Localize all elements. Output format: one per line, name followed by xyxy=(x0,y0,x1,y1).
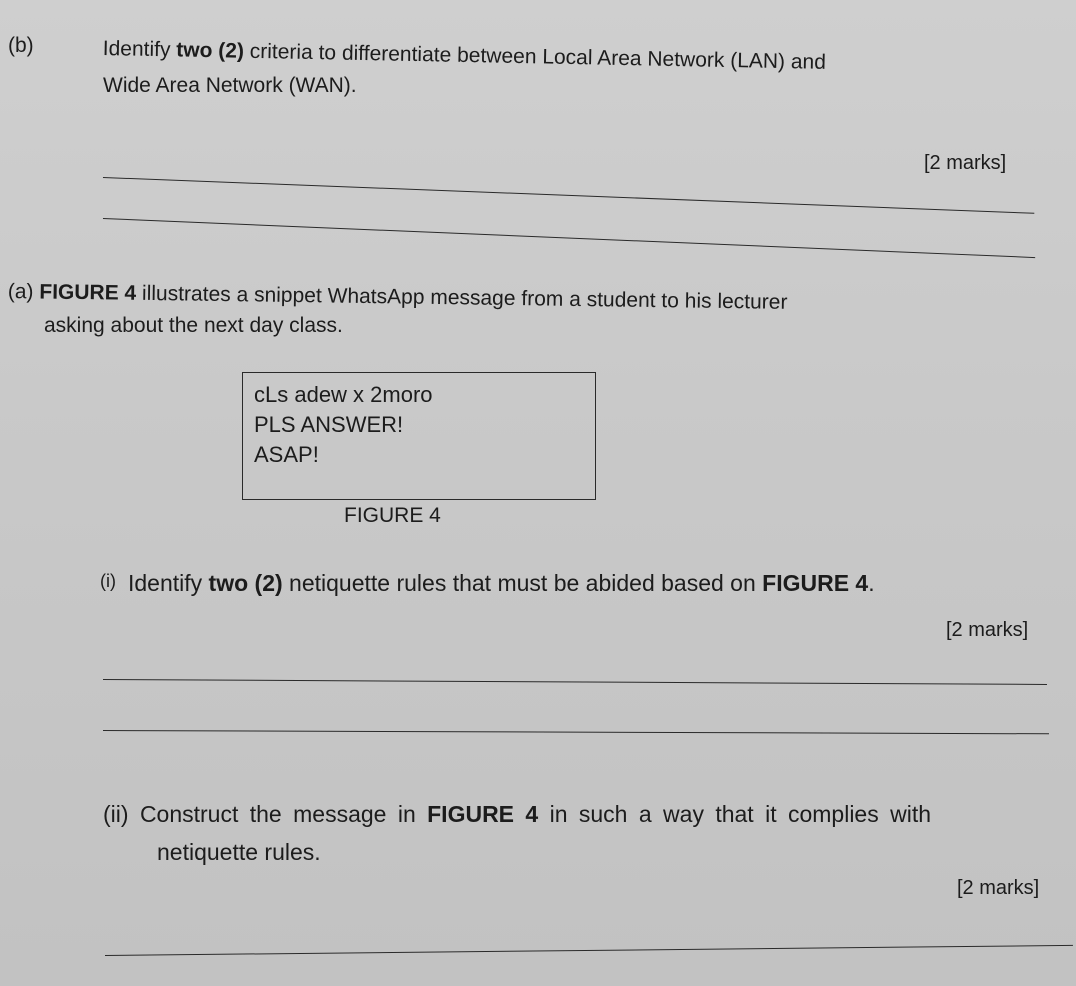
question-i-label: (i) xyxy=(100,571,116,591)
message-line: cLs adew x 2moro xyxy=(254,382,433,407)
question-ii-text-line2: netiquette rules. xyxy=(157,839,321,865)
question-b-emphasis: two (2) xyxy=(176,38,245,63)
figure-4-message-box xyxy=(242,372,596,500)
question-a-text xyxy=(8,279,788,316)
question-b-text xyxy=(103,36,827,76)
message-line: PLS ANSWER! xyxy=(254,412,404,437)
question-ii-text-post: in such a way that it complies with xyxy=(538,801,932,827)
question-i-text xyxy=(128,569,875,597)
question-i-marks: [2 marks] xyxy=(946,619,1029,641)
question-i-figure-ref: FIGURE 4 xyxy=(762,570,869,596)
question-i-text-post: . xyxy=(868,570,875,596)
question-ii-text xyxy=(103,800,931,828)
question-ii-text-pre: Construct the message in xyxy=(139,801,428,827)
question-b-text-line2: Wide Area Network (WAN). xyxy=(103,74,357,97)
figure-caption: FIGURE 4 xyxy=(344,504,441,527)
question-i-text-pre: Identify xyxy=(128,570,209,596)
question-b-text-post: criteria to differentiate between Local Area Network (LAN) and xyxy=(243,39,827,74)
message-line: ASAP! xyxy=(254,442,319,467)
question-b-text-pre: Identify xyxy=(102,36,177,62)
question-ii-marks: [2 marks] xyxy=(957,877,1040,899)
question-ii-figure-ref: FIGURE 4 xyxy=(427,801,539,827)
question-b-label: (b) xyxy=(8,34,34,57)
answer-line[interactable] xyxy=(103,730,1049,734)
answer-line[interactable] xyxy=(105,945,1073,956)
question-b-marks: [2 marks] xyxy=(924,152,1007,174)
question-a-label: (a) xyxy=(7,279,34,304)
answer-line[interactable] xyxy=(103,679,1047,685)
question-ii-label: (ii) xyxy=(103,801,129,827)
answer-line[interactable] xyxy=(103,218,1035,258)
answer-line[interactable] xyxy=(103,177,1034,214)
question-a-figure-ref: FIGURE 4 xyxy=(39,280,137,305)
question-a-text-line2: asking about the next day class. xyxy=(44,314,343,337)
question-i-text-mid: netiquette rules that must be abided based on xyxy=(282,570,763,596)
question-i-emphasis: two (2) xyxy=(208,570,283,596)
question-a-text-post: illustrates a snippet WhatsApp message from a student to his lecturer xyxy=(136,281,788,314)
